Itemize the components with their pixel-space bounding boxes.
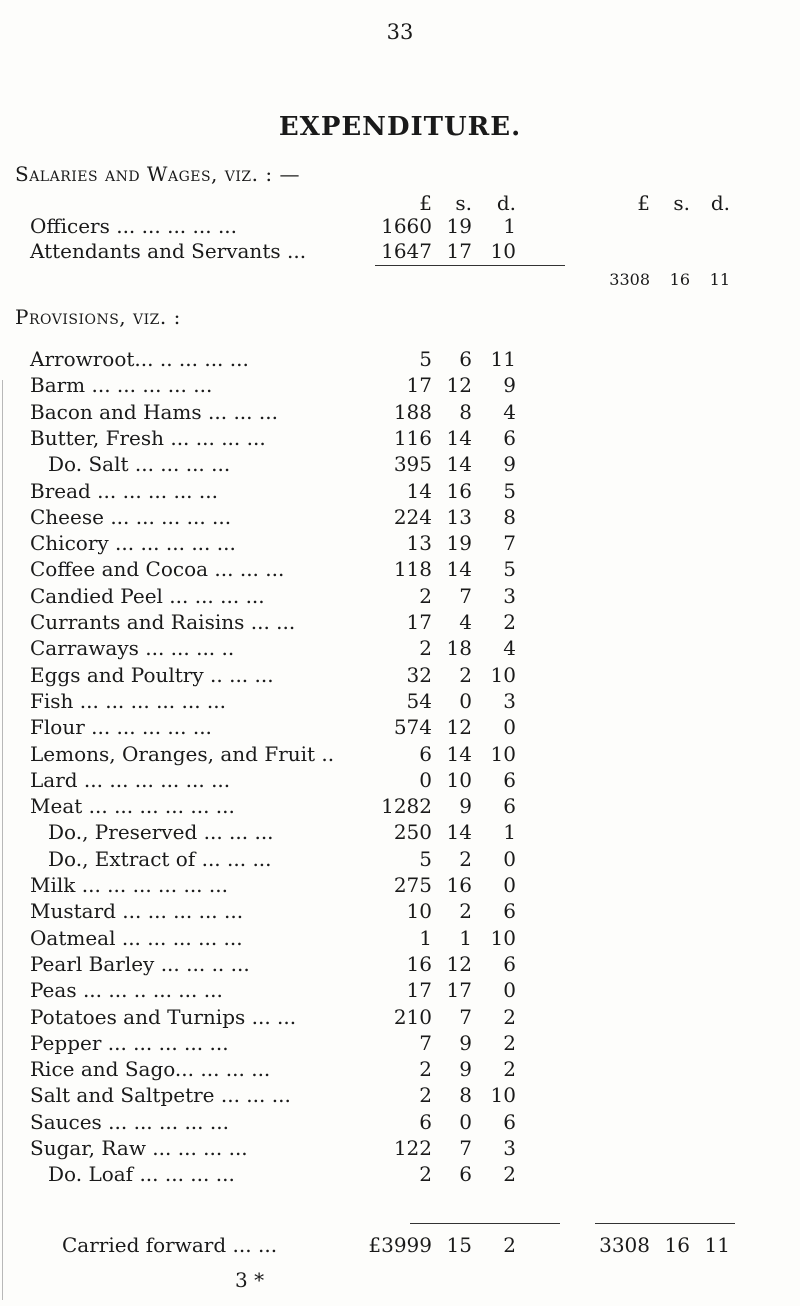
pounds-cell: 32 [406,662,432,687]
pounds-cell: 275 [393,873,432,897]
carried-forward-total-pence: 11 [704,1233,730,1257]
column-header-pence: d. [496,191,516,215]
column-header-shillings: s. [455,191,472,215]
pounds-cell: 13 [406,531,432,556]
row-label: Cheese ... ... ... ... ... [30,504,232,529]
pounds-cell: 116 [393,425,432,450]
shillings-cell: 18 [446,636,472,661]
pounds-cell: 10 [406,899,432,924]
pence-cell: 6 [503,899,516,924]
row-label: Meat ... ... ... ... ... ... [30,794,235,819]
pence-cell: 6 [503,794,516,819]
pence-cell: 2 [503,610,516,634]
pence-cell: 10 [490,925,516,950]
shillings-cell: 12 [446,951,472,976]
shillings-cell: 4 [459,610,472,634]
pence-cell: 1 [503,214,516,238]
shillings-cell: 0 [459,688,472,713]
pence-cell: 0 [503,715,516,740]
carried-forward-label: Carried forward ... [62,1233,252,1257]
pence-cell: 3 [503,1136,516,1160]
shillings-cell: 17 [446,239,472,263]
shillings-cell: 2 [459,846,472,871]
table-row [0,584,800,610]
page-number: 33 [386,20,414,44]
shillings-cell: 16 [446,873,472,897]
provisions-heading: Provisions, viz. : [15,305,181,329]
shillings-cell: 9 [459,1030,472,1055]
pounds-cell: 54 [406,688,432,713]
table-row [0,768,800,794]
pounds-cell: 1647 [381,239,432,263]
shillings-cell: 10 [446,767,472,792]
table-row [0,794,800,820]
carried-forward-dots: ... [258,1233,278,1257]
shillings-cell: 17 [446,978,472,1003]
table-row [0,400,800,426]
row-label: Do., Extract of ... ... ... [48,846,272,871]
shillings-cell: 8 [459,1083,472,1108]
shillings-cell: 8 [459,399,472,424]
total-header-pence: d. [710,191,730,215]
row-label: Do., Preserved ... ... ... [48,820,274,845]
row-label: Bread ... ... ... ... ... [30,478,218,503]
salaries-heading: Salaries and Wages, viz. : — [15,162,300,186]
shillings-cell: 6 [459,1162,472,1187]
shillings-cell: 12 [446,373,472,398]
pounds-cell: 2 [419,583,432,608]
pounds-cell: 17 [406,978,432,1003]
shillings-cell: 14 [446,557,472,582]
pence-cell: 5 [503,478,516,503]
salaries-total-pounds: 3308 [609,270,650,289]
shillings-cell: 14 [446,452,472,477]
table-row [0,689,800,715]
table-row [0,1162,800,1188]
pounds-cell: 5 [419,347,432,371]
carried-forward-pence: 2 [503,1233,516,1257]
pounds-cell: 574 [393,715,432,740]
pounds-cell: 118 [393,557,432,582]
row-label: Sauces ... ... ... ... ... [30,1109,229,1134]
pence-cell: 2 [503,1030,516,1055]
pounds-cell: 17 [406,610,432,634]
pence-cell: 6 [503,951,516,976]
pounds-cell: 1660 [381,214,432,238]
row-label: Milk ... ... ... ... ... ... [30,873,228,897]
shillings-cell: 19 [446,531,472,556]
row-label: Officers ... ... ... ... ... [30,214,238,238]
row-label: Bacon and Hams ... ... ... [30,399,278,424]
row-label: Do. Loaf ... ... ... ... [48,1162,235,1187]
row-label: Do. Salt ... ... ... ... [48,452,231,477]
row-label: Currants and Raisins ... ... [30,610,296,634]
shillings-cell: 6 [459,347,472,371]
row-label: Rice and Sago... ... ... ... [30,1057,271,1082]
pence-cell: 10 [490,239,516,263]
pence-cell: 2 [503,1057,516,1082]
pence-cell: 10 [490,1083,516,1108]
carried-forward-total-shillings: 16 [664,1233,690,1257]
pounds-cell: 5 [419,846,432,871]
column-header-pounds: £ [419,191,432,215]
pence-cell: 8 [503,504,516,529]
table-row [0,663,800,689]
pounds-cell: 7 [419,1030,432,1055]
pence-cell: 6 [503,1109,516,1134]
pounds-cell: 16 [406,951,432,976]
shillings-cell: 16 [446,478,472,503]
row-label: Flour ... ... ... ... ... [30,715,212,740]
pounds-cell: 0 [419,767,432,792]
pounds-cell: 395 [393,452,432,477]
total-header-pounds: £ [637,191,650,215]
row-label: Butter, Fresh ... ... ... ... [30,425,266,450]
shillings-cell: 12 [446,715,472,740]
pounds-cell: 2 [419,636,432,661]
row-label: Carraways ... ... ... .. [30,636,235,661]
row-label: Lard ... ... ... ... ... ... [30,767,231,792]
pence-cell: 10 [490,662,516,687]
pence-cell: 0 [503,846,516,871]
pence-cell: 2 [503,1162,516,1187]
carried-forward-rule [410,1223,560,1224]
pence-cell: 10 [490,741,516,766]
pounds-cell: 17 [406,373,432,398]
pence-cell: 11 [490,347,516,371]
table-row [0,452,800,478]
row-label: Sugar, Raw ... ... ... ... [30,1136,248,1160]
pence-cell: 6 [503,767,516,792]
table-row [0,847,800,873]
table-row [0,1031,800,1057]
table-row [0,1110,800,1136]
row-label: Coffee and Cocoa ... ... ... [30,557,285,582]
shillings-cell: 7 [459,1004,472,1029]
pence-cell: 1 [503,820,516,845]
salaries-total-shillings: 16 [669,270,690,289]
row-label: Peas ... ... .. ... ... ... [30,978,223,1003]
table-row [0,1057,800,1083]
table-row [0,479,800,505]
carried-forward-pounds: £3999 [368,1233,432,1257]
table-row [0,926,800,952]
row-label: Salt and Saltpetre ... ... ... [30,1083,291,1108]
row-label: Arrowroot... .. ... ... ... [30,347,249,371]
shillings-cell: 13 [446,504,472,529]
shillings-cell: 14 [446,425,472,450]
pounds-cell: 2 [419,1162,432,1187]
table-row [0,505,800,531]
row-label: Eggs and Poultry .. ... ... [30,662,274,687]
page-title: EXPENDITURE. [278,112,522,142]
row-label: Barm ... ... ... ... ... [30,373,213,398]
shillings-cell: 7 [459,1136,472,1160]
pounds-cell: 122 [393,1136,432,1160]
carried-forward-shillings: 15 [446,1233,472,1257]
table-row [0,610,800,636]
table-row [0,873,800,899]
row-label: Mustard ... ... ... ... ... [30,899,244,924]
row-label: Candied Peel ... ... ... ... [30,583,265,608]
pounds-cell: 6 [419,741,432,766]
pounds-cell: 1282 [381,794,432,819]
carried-forward-row [0,1233,800,1261]
row-label: Oatmeal ... ... ... ... ... [30,925,243,950]
pounds-cell: 210 [393,1004,432,1029]
pence-cell: 4 [503,636,516,661]
total-header-shillings: s. [673,191,690,215]
table-row [0,1083,800,1109]
table-row [0,531,800,557]
row-label: Potatoes and Turnips ... ... [30,1004,297,1029]
table-row [0,373,800,399]
subtotal-rule [375,265,565,266]
table-row [0,239,800,265]
pence-cell: 2 [503,1004,516,1029]
shillings-cell: 9 [459,1057,472,1082]
row-label: Fish ... ... ... ... ... ... [30,688,226,713]
shillings-cell: 0 [459,1109,472,1134]
table-row [0,426,800,452]
salaries-total-pence: 11 [709,270,730,289]
pence-cell: 3 [503,688,516,713]
carried-forward-total-rule [595,1223,735,1224]
row-label: Attendants and Servants ... [30,239,307,263]
shillings-cell: 14 [446,741,472,766]
pence-cell: 9 [503,373,516,398]
pounds-cell: 2 [419,1083,432,1108]
pence-cell: 0 [503,978,516,1003]
table-row [0,1136,800,1162]
table-row [0,820,800,846]
row-label: Pepper ... ... ... ... ... [30,1030,229,1055]
pounds-cell: 188 [393,399,432,424]
shillings-cell: 9 [459,794,472,819]
table-row [0,742,800,768]
pence-cell: 0 [503,873,516,897]
pounds-cell: 14 [406,478,432,503]
table-row [0,214,800,240]
pence-cell: 6 [503,425,516,450]
table-row [0,715,800,741]
table-row [0,899,800,925]
pounds-cell: 2 [419,1057,432,1082]
carried-forward-total-pounds: 3308 [599,1233,650,1257]
shillings-cell: 2 [459,662,472,687]
pounds-cell: 6 [419,1109,432,1134]
pence-cell: 7 [503,531,516,556]
shillings-cell: 2 [459,899,472,924]
table-row [0,952,800,978]
shillings-cell: 19 [446,214,472,238]
row-label: Chicory ... ... ... ... ... [30,531,236,556]
pence-cell: 3 [503,583,516,608]
table-row [0,557,800,583]
signature-mark: 3 * [235,1268,265,1292]
table-row [0,978,800,1004]
row-label: Pearl Barley ... ... .. ... [30,951,250,976]
table-row [0,1005,800,1031]
table-row [0,636,800,662]
pence-cell: 4 [503,399,516,424]
pounds-cell: 224 [393,504,432,529]
shillings-cell: 14 [446,820,472,845]
pence-cell: 9 [503,452,516,477]
shillings-cell: 1 [459,925,472,950]
pounds-cell: 250 [393,820,432,845]
table-row [0,347,800,373]
row-label: Lemons, Oranges, and Fruit .. [30,741,335,766]
pounds-cell: 1 [419,925,432,950]
shillings-cell: 7 [459,583,472,608]
pence-cell: 5 [503,557,516,582]
